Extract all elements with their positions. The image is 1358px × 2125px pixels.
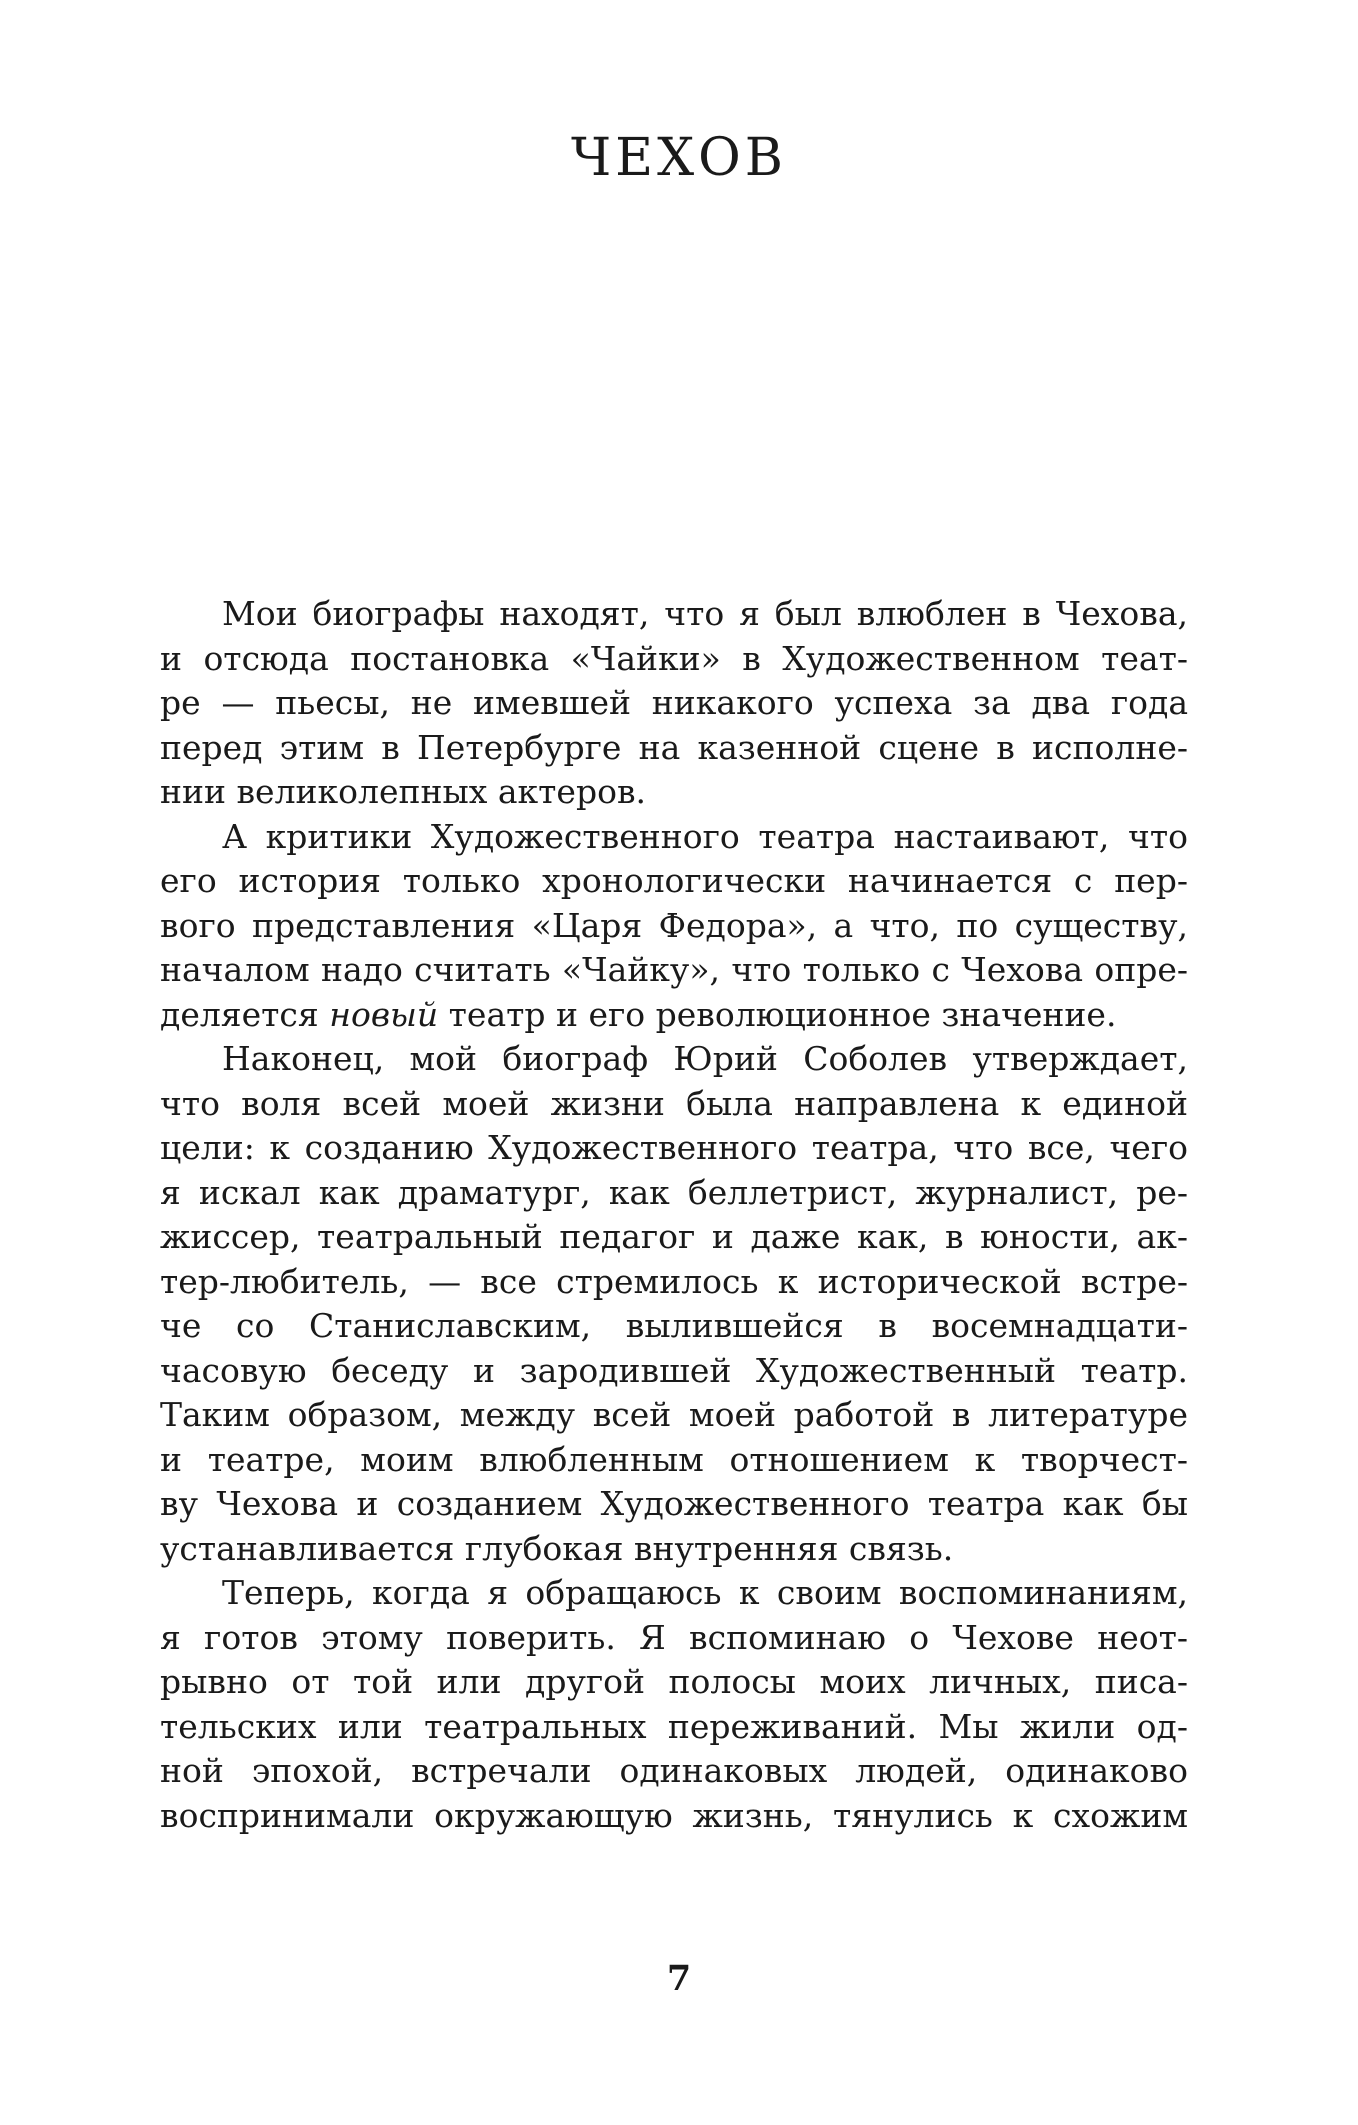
text-line: тельских или театральных переживаний. Мы жили од- [160,1706,1188,1746]
page-title: ЧЕХОВ [570,128,787,188]
page-number: 7 [666,1958,692,1999]
text-line: ре — пьесы, не имевшей никакого успеха за два года [160,683,1188,722]
text-line: я искал как драматург, как беллетрист, журналист, ре- [160,1172,1188,1212]
text-line: рывно от той или другой полосы моих личных, писа- [160,1662,1188,1701]
text-line: его история только хронологически начинается с пер- [160,861,1188,900]
text-line: началом надо считать «Чайку», что только с Чехова опре- [160,950,1188,989]
text-line: нии великолепных актеров. [160,772,647,811]
text-line: тер-любитель, — все стремилось к исторической встре- [160,1261,1188,1301]
text-line: Наконец, мой биограф Юрий Соболев утверждает, [222,1039,1188,1078]
text-line: жиссер, театральный педагог и даже как, в юности, ак- [160,1217,1188,1256]
text-line: Таким образом, между всей моей работой в литературе [160,1395,1188,1434]
text-line: ной эпохой, встречали одинаковых людей, одинаково [160,1751,1188,1790]
text-line: цели: к созданию Художественного театра, что все, чего [160,1128,1188,1167]
text-line: Мои биографы находят, что я был влюблен в Чехова, [222,594,1188,633]
text-line: что воля всей моей жизни была направлена к единой [160,1083,1188,1123]
text-line: и театре, моим влюбленным отношением к творчест- [160,1439,1188,1479]
text-line: че со Станиславским, вылившейся в восемнадцати- [160,1306,1188,1345]
text-line: часовую беседу и зародившей Художественный театр. [160,1350,1188,1390]
text-line: Теперь, когда я обращаюсь к своим воспоминаниям, [222,1573,1188,1612]
text-line: А критики Художественного театра настаивают, что [222,816,1188,856]
text-line: я готов этому поверить. Я вспоминаю о Чехове неот- [160,1617,1188,1657]
text-line: и отсюда постановка «Чайки» в Художественном теат- [160,638,1188,678]
emphasis: новый [329,994,439,1034]
text-line: перед этим в Петербурге на казенной сцене в исполне- [160,727,1188,767]
text-line: устанавливается глубокая внутренняя связь. [160,1528,954,1568]
text-line: вого представления «Царя Федора», а что, по существу, [160,905,1188,945]
text-line: ву Чехова и созданием Художественного театра как бы [160,1484,1188,1523]
text-line: воспринимали окружающую жизнь, тянулись к схожим [160,1795,1188,1835]
text-line: деляется новый театр и его революционное значение. [160,994,1117,1034]
body-text [160,592,1188,1838]
